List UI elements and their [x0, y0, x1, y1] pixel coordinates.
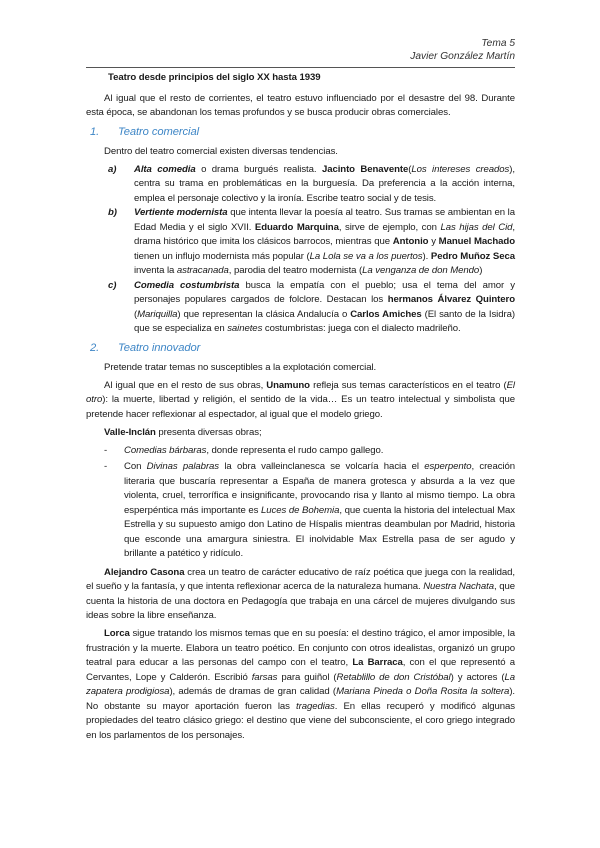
valle-paragraph: Valle-Inclán presenta diversas obras;: [104, 426, 262, 438]
list-marker: c): [108, 279, 117, 291]
list-item: a) Alta comedia o drama burgués realista. Jacinto Benavente(Los intereses creados), centra su trama en problemáticas en la burguesía. Da preferencia a la acción interna, emplea el personaje colectivo y la ironía. Escribe teatro social y de tesis.: [108, 163, 515, 204]
list-marker: a): [108, 163, 117, 175]
unamuno-paragraph: Al igual que en el resto de sus obras, Unamuno refleja sus temas característicos en el teatro (El otro): la muerte, libertad y religión, el sentido de la vida… Es un teatro intelectual y simbolista que pretende hacer reflexionar al espectador, al igual que el modelo griego.: [86, 379, 515, 420]
section-number: 2.: [90, 341, 100, 354]
document-body: [86, 71, 515, 747]
innovative-lead: Pretende tratar temas no susceptibles a la explotación comercial.: [104, 361, 377, 373]
list-marker: b): [108, 207, 117, 218]
casona-paragraph: Alejandro Casona crea un teatro de carácter educativo de raíz poética que juega con la realidad, el sueño y la fantasía, y que intenta reflexionar acerca de la naturaleza humana. Nuestra Nachata, que cuenta la historia de una doctora en Pedagogía que trabaja en una cárcel de mujeres divulgando sus ideas sobre la libre enseñanza.: [86, 566, 515, 621]
section-heading-commercial: [86, 125, 515, 140]
header-author: Javier González Martín: [410, 51, 515, 62]
commercial-lead: Dentro del teatro comercial existen diversas tendencias.: [104, 145, 338, 157]
intro-paragraph: Al igual que el resto de corrientes, el teatro estuvo influenciado por el desastre del 98. Durante esta época, se abandonan los temas profundos y se busca producir obras comerciales.: [86, 92, 515, 118]
section-title: Teatro innovador: [118, 341, 201, 354]
header-divider: [86, 67, 515, 68]
commercial-trends-list: [86, 163, 515, 337]
list-marker: -: [104, 461, 108, 472]
page-header: [410, 37, 515, 63]
header-topic: Tema 5: [481, 38, 515, 49]
section-heading-innovative: [86, 341, 515, 356]
section-number: 1.: [90, 125, 100, 138]
list-item: c) Comedia costumbrista busca la empatía con el pueblo; usa el tema del amor y personajes populares cargados de folclore. Destacan los hermanos Álvarez Quintero (Mariquilla) que representan la clásica Andalucía o Carlos Amiches (El santo de la Isidra) que se especializa en sainetes costumbristas: juega con el dialecto madrileño.: [108, 279, 515, 334]
list-marker: -: [104, 444, 108, 456]
document-title: Teatro desde principios del siglo XX hasta 1939: [108, 72, 321, 83]
valle-works-list: [86, 444, 515, 562]
list-item: b) Vertiente modernista que intenta llevar la poesía al teatro. Sus tramas se ambientan en la Edad Media y el siglo XVII. Eduardo Marquina, sirve de ejemplo, con Las hijas del Cid, drama histórico que imita los clásicos barrocos, mientras que Antonio y Manuel Machado tienen un influjo modernista más popular (La Lola se va a los puertos). Pedro Muñoz Seca inventa la astracanada, parodia del teatro modernista (La venganza de don Mendo): [108, 207, 516, 276]
list-item: - Comedias bárbaras, donde representa el rudo campo gallego.: [86, 444, 515, 459]
list-item: - Con Divinas palabras la obra valleinclanesca se volcaría hacia el esperpento, creación literaria que buscaría representar a España de manera grotesca y absurda a la vez que violenta, cruel, terrorífica e insignificante, provocando risa y llanto al mismo tiempo. La obra esperpéntica más importante es Luces de Bohemia, que cuenta la historia del intelectual Max Estrella y su supuesto amigo don Latino de Híspalis mientras deambulan por Madrid, historia que esconde una amargura siniestra. El inolvidable Max Estrella pasa de ser agudo y brillante a patético y ridículo.: [104, 461, 516, 559]
lorca-paragraph: Lorca sigue tratando los mismos temas que en su poesía: el destino trágico, el amor imposible, la frustración y la muerte. Elabora un teatro poético. En conjunto con otros idealistas, organizó un grupo teatral para educar a las personas del campo con el teatro, La Barraca, con el que representó a Cervantes, Lope y Calderón. Escribió farsas para guiñol (Retablillo de don Cristóbal) y actores (La zapatera prodigiosa), además de dramas de gran calidad (Mariana Pineda o Doña Rosita la soltera). No obstante su mayor aportación fueron las tragedias. En ellas recuperó y modificó algunas propiedades del teatro clásico griego: el destino que viene del subconsciente, el coro griego integrado en los parlamentos de los personajes.: [86, 628, 516, 741]
section-title: Teatro comercial: [118, 125, 200, 138]
